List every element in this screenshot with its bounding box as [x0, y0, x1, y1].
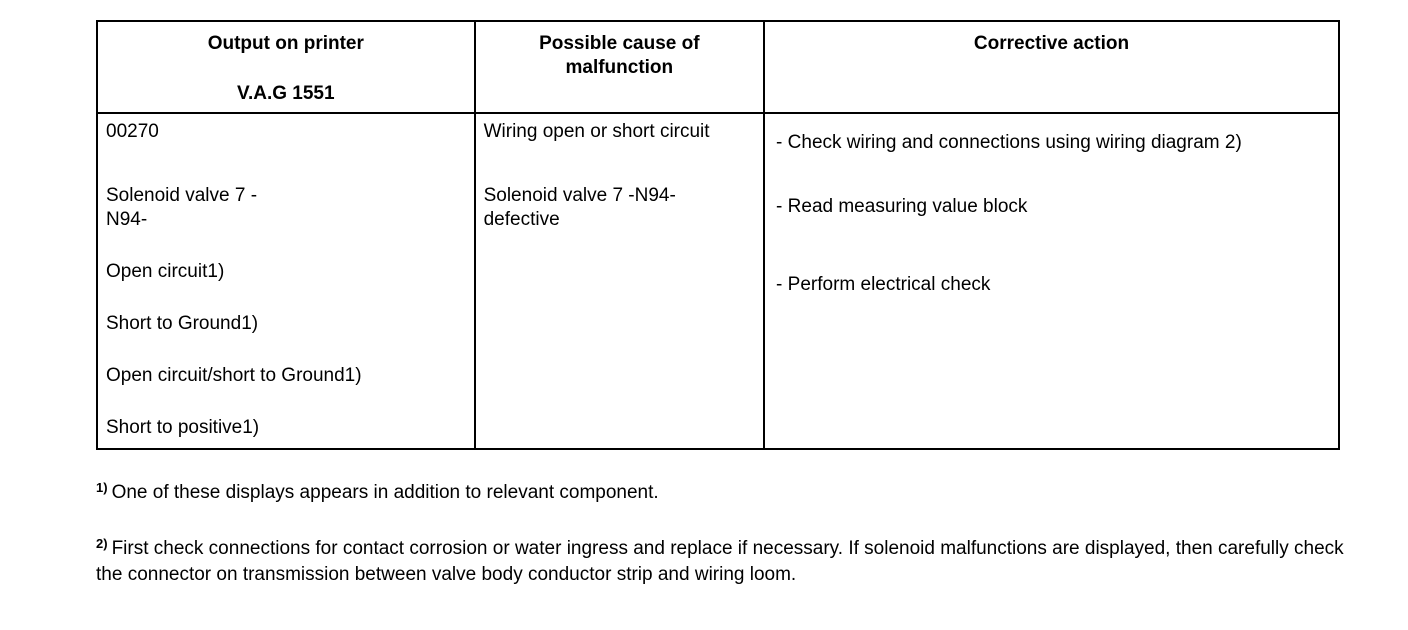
action-electrical-check: - Perform electrical check: [776, 274, 991, 295]
action-read-value-block: - Read measuring value block: [776, 196, 1028, 217]
footnote-2-marker: 2): [96, 536, 108, 551]
table-row: [97, 113, 1339, 449]
footnotes: [96, 480, 1346, 587]
header-output-label: Output on printer: [207, 33, 364, 54]
display-short-to-ground: Short to Ground1): [106, 313, 259, 334]
action-cell: [764, 113, 1339, 449]
header-output-on-printer: [97, 21, 475, 113]
header-cause-line1: Possible cause of: [539, 33, 700, 54]
footnote-1-marker: 1): [96, 480, 108, 495]
display-short-to-positive: Short to positive1): [106, 417, 260, 438]
cause-valve-line2: defective: [483, 209, 560, 230]
table-header-row: [97, 21, 1339, 113]
cause-wiring: Wiring open or short circuit: [483, 121, 710, 142]
display-open-or-short-to-ground: Open circuit/short to Ground1): [106, 365, 362, 386]
footnote-1-text: One of these displays appears in addition to relevant component.: [111, 482, 659, 503]
cause-valve-line1: Solenoid valve 7 -N94-: [483, 185, 676, 206]
footnote-1: [96, 480, 1346, 506]
display-open-circuit: Open circuit1): [106, 261, 225, 282]
header-tester-label: V.A.G 1551: [237, 83, 335, 104]
output-cell: [97, 113, 475, 449]
footnote-2: [96, 536, 1346, 587]
header-corrective-action: [764, 21, 1339, 113]
footnote-2-text: First check connections for contact corrosion or water ingress and replace if necessary. If solenoid malfunctions are displayed, then carefully check the connector on transmission between valve body conductor strip and wiring loom.: [96, 538, 1344, 585]
header-possible-cause: [475, 21, 764, 113]
cause-cell: [475, 113, 764, 449]
component-name-line2: N94-: [106, 209, 148, 230]
header-cause-line2: malfunction: [565, 57, 674, 78]
action-check-wiring: - Check wiring and connections using wiring diagram 2): [776, 132, 1242, 153]
fault-code: 00270: [106, 121, 159, 142]
component-name-line1: Solenoid valve 7 -: [106, 185, 258, 206]
fault-code-table: [96, 20, 1340, 450]
header-action-label: Corrective action: [973, 33, 1130, 54]
